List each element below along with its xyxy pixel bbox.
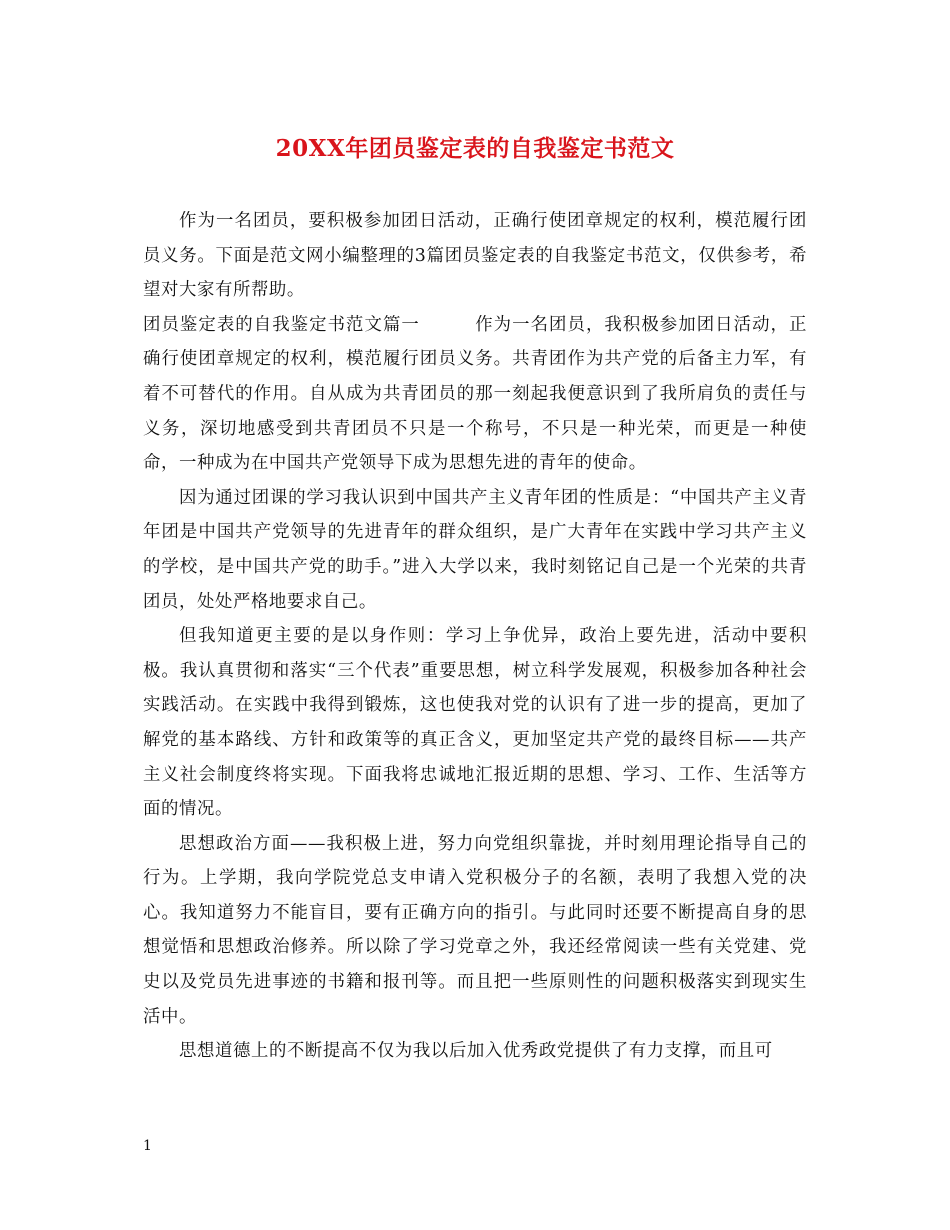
document-body: [143, 204, 807, 1069]
paragraph-intro: 作为一名团员，要积极参加团日活动，正确行使团章规定的权利，模范履行团员义务。下面是范文网小编整理的3篇团员鉴定表的自我鉴定书范文，仅供参考，希望对大家有所帮助。: [143, 211, 807, 301]
document-title: 20XX年团员鉴定表的自我鉴定书范文: [275, 135, 675, 162]
paragraph-sample-one: 团员鉴定表的自我鉴定书范文篇一 作为一名团员，我积极参加团日活动，正确行使团章规定的权利，模范履行团员义务。共青团作为共产党的后备主力军，有着不可替代的作用。自从成为共青团员的那一刻起我便意识到了我所肩负的责任与义务，深切地感受到共青团员不只是一个称号，不只是一种光荣，而更是一种使命，一种成为在中国共产党领导下成为思想先进的青年的使命。: [143, 314, 807, 474]
paragraph-league-nature: 因为通过团课的学习我认识到中国共产主义青年团的性质是：“中国共产主义青年团是中国共产党领导的先进青年的群众组织，是广大青年在实践中学习共产主义的学校，是中国共产党的助手。”进入大学以来，我时刻铭记自己是一个光荣的共青团员，处处严格地要求自己。: [143, 487, 807, 612]
paragraph-lead-by-example: 但我知道更主要的是以身作则：学习上争优异，政治上要先进，活动中要积极。我认真贯彻和落实“三个代表”重要思想，树立科学发展观，积极参加各种社会实践活动。在实践中我得到锻炼，这也使我对党的认识有了进一步的提高，更加了解党的基本路线、方针和政策等的真正含义，更加坚定共产党的最终目标——共产主义社会制度终将实现。下面我将忠诚地汇报近期的思想、学习、工作、生活等方面的情况。: [143, 626, 807, 820]
paragraph-moral-improvement: 思想道德上的不断提高不仅为我以后加入优秀政党提供了有力支撑，而且可: [179, 1041, 773, 1062]
paragraph-political-thought: 思想政治方面——我积极上进，努力向党组织靠拢，并时刻用理论指导自己的行为。上学期，我向学院党总支申请入党积极分子的名额，表明了我想入党的决心。我知道努力不能盲目，要有正确方向的指引。与此同时还要不断提高自身的思想觉悟和思想政治修养。所以除了学习党章之外，我还经常阅读一些有关党建、党史以及党员先进事迹的书籍和报刊等。而且把一些原则性的问题积极落实到现实生活中。: [143, 833, 807, 1027]
page-number: 1: [143, 1138, 152, 1154]
